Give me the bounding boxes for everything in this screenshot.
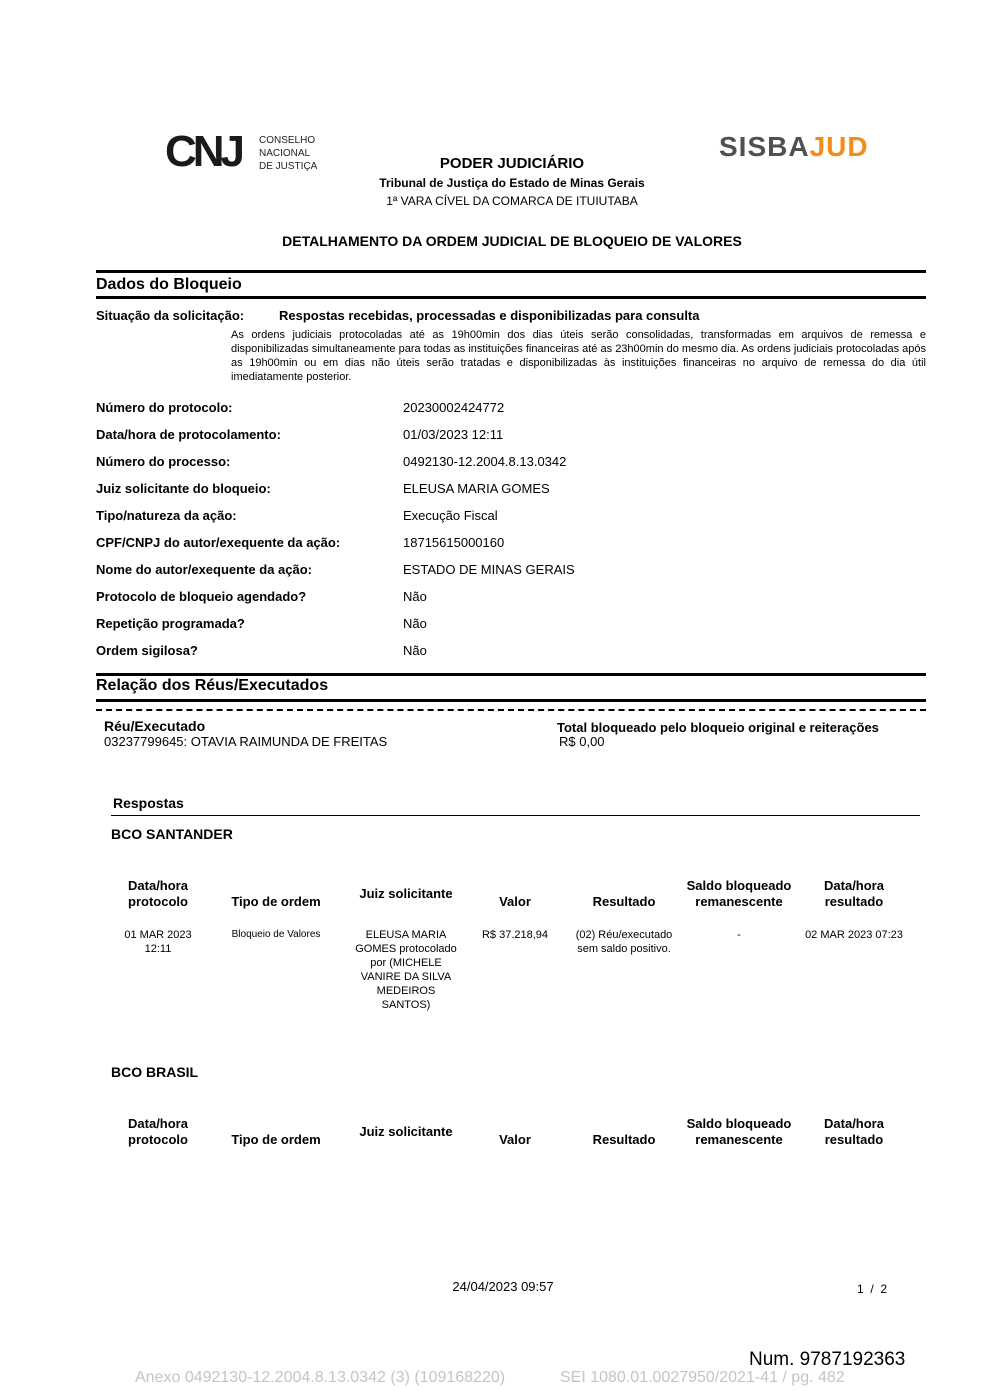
bank-name: BCO BRASIL — [111, 1064, 199, 1080]
annex-reference: Anexo 0492130-12.2004.8.13.0342 (3) (109168220) — [135, 1369, 506, 1386]
field-value: 18715615000160 — [403, 535, 505, 550]
situacao-label: Situação da solicitação: — [96, 308, 245, 323]
cnj-logo-mark: CNJ — [165, 127, 242, 176]
field-label: Data/hora de protocolamento: — [96, 427, 281, 442]
cell-juiz: ELEUSA MARIA GOMES protocolado por (MICHELE VANIRE DA SILVA MEDEIROS SANTOS) — [355, 929, 457, 1011]
sisbajud-logo-part2: JUD — [809, 131, 869, 162]
field-value: Não — [403, 589, 427, 604]
page-title: PODER JUDICIÁRIO — [439, 155, 585, 172]
field-label: Número do processo: — [96, 454, 231, 469]
sei-reference: SEI 1080.01.0027950/2021-41 / pg. 482 — [560, 1369, 845, 1386]
col-header-tipo: Tipo de ordem — [231, 894, 321, 909]
col-header-data-resultado: Data/hora resultado — [824, 878, 884, 909]
field-label: Protocolo de bloqueio agendado? — [96, 589, 307, 604]
col-header-data-resultado: Data/hora resultado — [824, 1116, 884, 1147]
col-header-saldo: Saldo bloqueado remanescente — [686, 878, 792, 909]
section-divider — [96, 699, 926, 702]
section-title-dados: Dados do Bloqueio — [96, 276, 242, 293]
total-header: Total bloqueado pelo bloqueio original e reiterações — [557, 720, 879, 735]
section-divider — [96, 673, 926, 676]
field-value: 20230002424772 — [403, 400, 505, 415]
dashed-divider — [96, 709, 926, 711]
field-label: Repetição programada? — [96, 616, 245, 631]
field-label: Número do protocolo: — [96, 400, 233, 415]
col-header-valor: Valor — [499, 894, 531, 909]
col-header-valor: Valor — [499, 1132, 531, 1147]
cell-data-resultado: 02 MAR 2023 07:23 — [805, 929, 903, 941]
col-header-tipo: Tipo de ordem — [231, 1132, 321, 1147]
page-number: 1 / 2 — [857, 1282, 888, 1296]
col-header-saldo: Saldo bloqueado remanescente — [686, 1116, 792, 1147]
situacao-note: As ordens judiciais protocoladas até as 19h00min dos dias úteis serão consolidadas, transformadas em arquivos de remessa e disponibilizadas simultaneamente para todas as instituições financeiras até as 23h00min do mesmo dia. As ordens judiciais protocoladas após as 19h00min ou em dias não úteis serão tratadas e disponibilizadas às instituições financeiras no arquivo de remessa do dia útil imediatamente posterior. — [231, 329, 926, 383]
cell-tipo: Bloqueio de Valores — [231, 929, 321, 940]
cnj-logo-text: CONSELHO NACIONAL DE JUSTIÇA — [259, 135, 318, 172]
vara-name: 1ª VARA CÍVEL DA COMARCA DE ITUIUTABA — [386, 194, 638, 208]
reu-value: 03237799645: OTAVIA RAIMUNDA DE FREITAS — [104, 734, 388, 749]
field-label: Ordem sigilosa? — [96, 643, 198, 658]
field-label: Tipo/natureza da ação: — [96, 508, 237, 523]
total-value: R$ 0,00 — [559, 734, 605, 749]
cell-saldo: - — [737, 929, 741, 941]
col-header-resultado: Resultado — [592, 894, 656, 909]
field-value: 01/03/2023 12:11 — [403, 427, 504, 442]
field-value: ESTADO DE MINAS GERAIS — [403, 562, 575, 577]
cell-valor: R$ 37.218,94 — [481, 929, 549, 941]
section-divider — [96, 270, 926, 273]
field-value: Não — [403, 616, 427, 631]
cell-protocolo: 01 MAR 2023 12:11 — [124, 929, 192, 955]
respostas-title: Respostas — [113, 795, 184, 811]
field-label: Juiz solicitante do bloqueio: — [96, 481, 271, 496]
field-value: Não — [403, 643, 427, 658]
col-header-protocolo: Data/hora protocolo — [128, 1116, 188, 1147]
field-value: ELEUSA MARIA GOMES — [403, 481, 550, 496]
reu-header: Réu/Executado — [104, 718, 206, 734]
document-number: Num. 9787192363 — [749, 1349, 906, 1370]
document-title: DETALHAMENTO DA ORDEM JUDICIAL DE BLOQUEIO DE VALORES — [282, 233, 742, 249]
col-header-protocolo: Data/hora protocolo — [128, 878, 188, 909]
section-title-reus: Relação dos Réus/Executados — [96, 677, 329, 694]
respostas-divider — [111, 815, 920, 816]
section-divider — [96, 296, 926, 299]
bank-name: BCO SANTANDER — [111, 826, 233, 842]
field-label: CPF/CNPJ do autor/exequente da ação: — [96, 535, 341, 550]
col-header-juiz: Juiz solicitante — [359, 1124, 453, 1139]
court-name: Tribunal de Justiça do Estado de Minas Gerais — [379, 176, 645, 190]
field-value: 0492130-12.2004.8.13.0342 — [403, 454, 567, 469]
cell-resultado: (02) Réu/executado sem saldo positivo. — [575, 929, 673, 955]
field-label: Nome do autor/exequente da ação: — [96, 562, 312, 577]
sisbajud-logo-part1: SISBA — [719, 131, 810, 162]
situacao-value: Respostas recebidas, processadas e disponibilizadas para consulta — [279, 308, 700, 323]
field-value: Execução Fiscal — [403, 508, 498, 523]
col-header-juiz: Juiz solicitante — [359, 886, 453, 901]
col-header-resultado: Resultado — [592, 1132, 656, 1147]
footer-timestamp: 24/04/2023 09:57 — [452, 1279, 554, 1294]
